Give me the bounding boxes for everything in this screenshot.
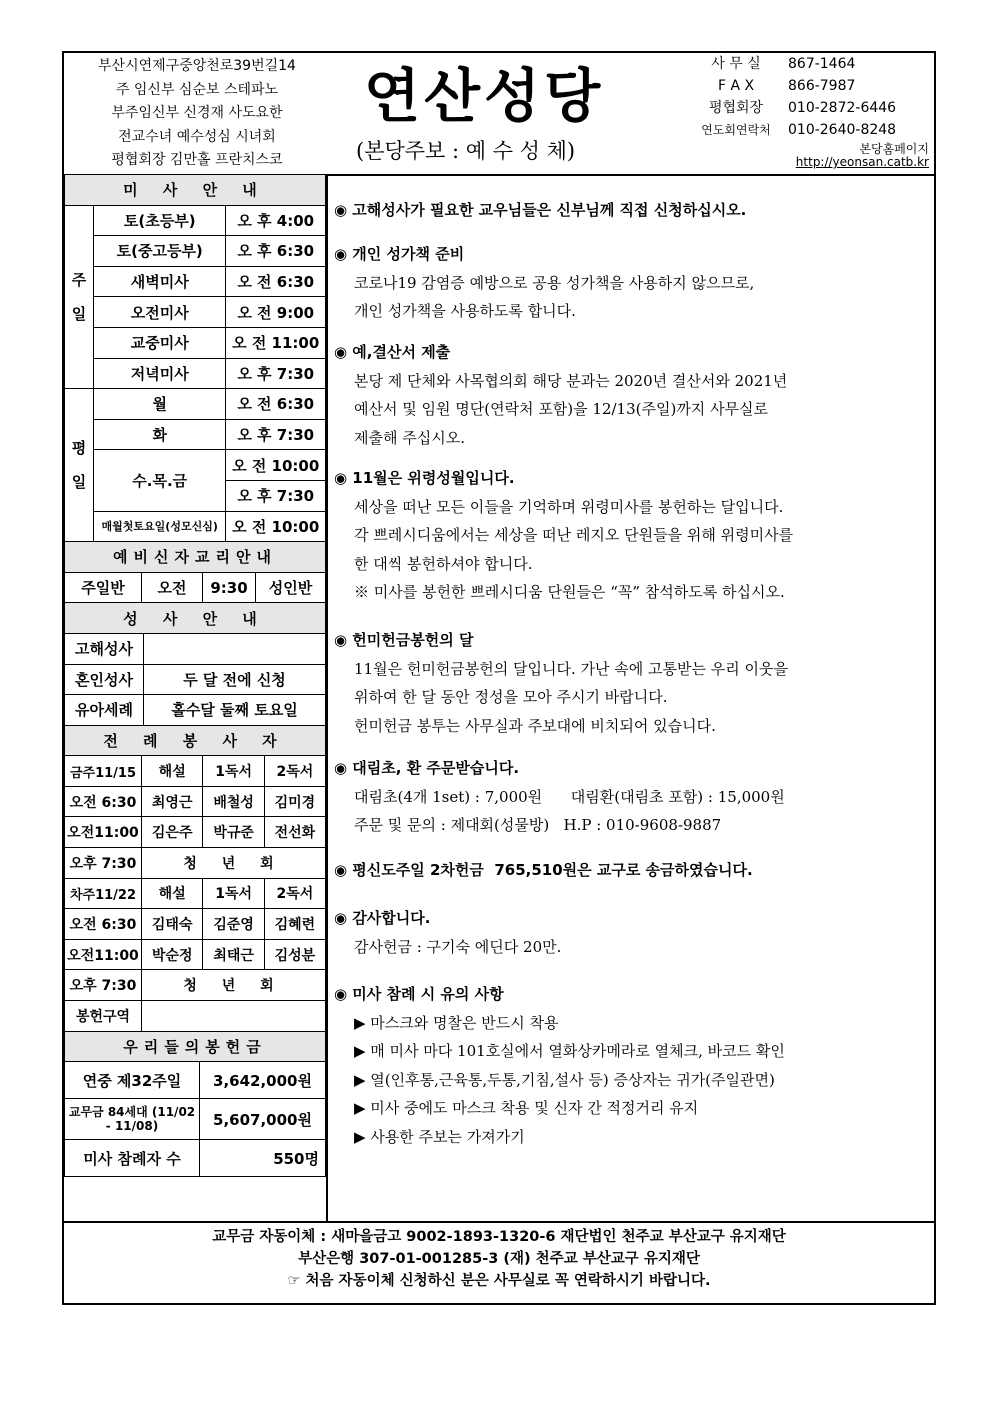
- pastor: 주 임신부 심순보 스테파노: [115, 81, 279, 98]
- server-person: 최영근: [142, 786, 203, 817]
- notice-heading: ◉ 감사합니다.: [334, 909, 431, 927]
- server-person: 김성분: [264, 939, 325, 970]
- server-time: 오전11:00: [65, 817, 142, 848]
- sunday-label: 주일: [65, 205, 94, 389]
- notice-souls-month: [334, 464, 793, 607]
- header: [64, 53, 934, 176]
- notice-line: 제출해 주십시오.: [354, 428, 465, 447]
- server-district-value: [142, 1001, 326, 1031]
- notice-heading: ◉ 고해성사가 필요한 교우님들은 신부님께 직접 신청하십시오.: [334, 201, 747, 219]
- parish-title: 연산성당: [364, 62, 605, 130]
- homepage-link[interactable]: http://yeonsan.catb.kr: [795, 155, 929, 169]
- server-person: 김은주: [142, 817, 203, 848]
- server-date: 차주11/22: [65, 878, 142, 909]
- mass-time: 오 후 7:30: [226, 358, 326, 389]
- notice-line: 감사헌금 : 구기숙 에딘다 20만.: [354, 937, 562, 956]
- notice-line: ▶ 열(인후통,근육통,두통,기침,설사 등) 증상자는 귀가(주일관면): [354, 1070, 775, 1089]
- server-person: 배철성: [203, 786, 264, 817]
- notice-mass-rules: [334, 980, 785, 1151]
- notice-line: ▶ 마스크와 명찰은 반드시 착용: [354, 1013, 559, 1032]
- footer-line: 부산은행 307-01-001285-3 (재) 천주교 부산교구 유지재단: [298, 1251, 700, 1267]
- server-person: 김혜련: [264, 909, 325, 940]
- contact-president: 평협회장 010-2872-6446: [708, 100, 897, 116]
- offering-name: 교무금 84세대 (11/02 - 11/08): [65, 1099, 200, 1140]
- homepage-label: 본당홈페이지: [859, 142, 929, 156]
- server-district-label: 봉헌구역: [65, 1001, 142, 1031]
- mass-name: 수.목.금: [94, 450, 226, 511]
- notice-line: 한 대씩 봉헌하셔야 합니다.: [354, 554, 533, 573]
- mass-name: 교중미사: [94, 327, 226, 358]
- notice-line: 위하여 한 달 동안 정성을 모아 주시기 바랍니다.: [354, 688, 668, 706]
- notice-advent: [334, 754, 785, 840]
- notice-line: 주문 및 문의 : 제대회(성물방) H.P : 010-9608-9887: [354, 816, 722, 834]
- mass-time: 오 후 7:30: [226, 480, 326, 511]
- catechumen-time: 9:30: [203, 573, 256, 603]
- server-group: 청 년 회: [142, 970, 326, 1001]
- server-time: 오전11:00: [65, 939, 142, 970]
- mass-time: 오 전 10:00: [226, 450, 326, 481]
- offering-name: 미사 참례자 수: [65, 1140, 200, 1177]
- bulletin-frame: [62, 51, 936, 1305]
- offering-title: 우리들의봉헌금: [65, 1031, 326, 1062]
- server-role: 2독서: [264, 756, 325, 786]
- contact-office: 사 무 실 867-1464: [711, 56, 856, 72]
- notice-confession: [334, 196, 746, 225]
- mass-name: 오전미사: [94, 297, 226, 328]
- server-role: 해설: [142, 878, 203, 909]
- contact-fax: F A X 866-7987: [717, 78, 856, 94]
- notice-heading: ◉ 평신도주일 2차헌금 765,510원은 교구로 송금하였습니다.: [334, 861, 753, 879]
- mass-title: 미 사 안 내: [65, 175, 326, 206]
- homepage: [719, 143, 929, 169]
- mass-time: 오 전 9:00: [226, 297, 326, 328]
- offering-name: 연중 제32주일: [65, 1062, 200, 1099]
- mass-time: 오 전 6:30: [226, 266, 326, 297]
- notice-line: 예산서 및 임원 명단(연락처 포함)을 12/13(주일)까지 사무실로: [354, 400, 769, 418]
- sacrament-value: 두 달 전에 신청: [144, 664, 326, 695]
- mass-schedule-table: [64, 174, 326, 1177]
- notice-laity-sunday: [334, 856, 753, 885]
- sacrament-title: 성 사 안 내: [65, 603, 326, 634]
- catechumen-table: [65, 573, 325, 603]
- mass-time: 오 전 11:00: [226, 327, 326, 358]
- notice-budget: [334, 338, 787, 452]
- notice-heading: ◉ 대림초, 환 주문받습니다.: [334, 759, 520, 777]
- weekday-label: 평일: [65, 389, 94, 542]
- offering-value: 550명: [200, 1140, 326, 1177]
- catechumen-title: 예비신자교리안내: [65, 542, 326, 573]
- mass-name: 새벽미사: [94, 266, 226, 297]
- notice-heading: ◉ 미사 참례 시 유의 사항: [334, 985, 504, 1003]
- notice-thanks: [334, 904, 561, 961]
- left-column: [64, 174, 328, 1221]
- mass-time: 오 전 10:00: [226, 511, 326, 542]
- footer-bank-info: [64, 1221, 934, 1303]
- sister: 전교수녀 예수성심 시녀회: [118, 128, 276, 145]
- notice-rice-offering: [334, 626, 788, 740]
- server-person: 김미경: [264, 786, 325, 817]
- server-time: 오전 6:30: [65, 786, 142, 817]
- bulletin-subtitle: (본당주보 : 예 수 성 체): [356, 139, 576, 163]
- sacrament-name: 고해성사: [65, 634, 144, 664]
- server-date: 금주11/15: [65, 756, 142, 786]
- notice-line: 개인 성가책을 사용하도록 합니다.: [354, 302, 576, 320]
- server-person: 전선화: [264, 817, 325, 848]
- notice-line: 세상을 떠난 모든 이들을 기억하며 위령미사를 봉헌하는 달입니다.: [354, 497, 784, 516]
- sacrament-value: [144, 634, 326, 664]
- catechumen-class: 주일반: [65, 573, 142, 603]
- mass-time: 오 후 6:30: [226, 236, 326, 267]
- notice-line: 대림초(4개 1set) : 7,000원 대림환(대림초 포함) : 15,000원: [354, 787, 785, 806]
- notice-line: 헌미헌금 봉투는 사무실과 주보대에 비치되어 있습니다.: [354, 716, 716, 735]
- mass-name: 매월첫토요일(성모신심): [94, 511, 226, 542]
- sacrament-name: 유아세례: [65, 695, 144, 725]
- mass-name: 화: [94, 419, 226, 450]
- address: 부산시연제구중앙천로39번길14: [98, 58, 296, 74]
- sacrament-name: 혼인성사: [65, 664, 144, 695]
- server-table: [65, 756, 325, 1030]
- sacrament-table: [65, 634, 325, 725]
- server-person: 김태숙: [142, 909, 203, 940]
- council-president: 평협회장 김만홀 프란치스코: [111, 152, 283, 168]
- server-role: 2독서: [264, 878, 325, 909]
- notice-line: 11월은 헌미헌금봉헌의 달입니다. 가난 속에 고통받는 우리 이웃을: [354, 659, 788, 678]
- contact-funeral: 연도회연락처 010-2640-8248: [701, 122, 897, 138]
- server-time: 오전 6:30: [65, 909, 142, 940]
- server-group: 청 년 회: [142, 848, 326, 879]
- server-role: 1독서: [203, 756, 264, 786]
- mass-name: 저녁미사: [94, 358, 226, 389]
- footer-line: ☞ 처음 자동이체 신청하신 분은 사무실로 꼭 연락하시기 바랍니다.: [287, 1273, 711, 1289]
- offering-value: 5,607,000원: [200, 1099, 326, 1140]
- notice-line: 본당 제 단체와 사목협의회 해당 분과는 2020년 결산서와 2021년: [354, 371, 788, 390]
- sacrament-value: 홀수달 둘째 토요일: [144, 695, 326, 725]
- server-person: 박순정: [142, 939, 203, 970]
- server-time: 오후 7:30: [65, 970, 142, 1001]
- assistant-pastor: 부주임신부 신경재 사도요한: [111, 105, 283, 121]
- mass-time: 오 후 7:30: [226, 419, 326, 450]
- server-title: 전 례 봉 사 자: [65, 725, 326, 756]
- notices-column: [328, 174, 934, 1221]
- notice-line: ▶ 미사 중에도 마스크 착용 및 신자 간 적정거리 유지: [354, 1099, 699, 1117]
- catechumen-target: 성인반: [256, 573, 326, 603]
- notice-line: ▶ 사용한 주보는 가져가기: [354, 1127, 525, 1146]
- mass-time: 오 후 4:00: [226, 205, 326, 236]
- notice-line: ※ 미사를 봉헌한 쁘레시디움 단원들은 “꼭” 참석하도록 하십시오.: [354, 583, 785, 601]
- notice-line: ▶ 매 미사 마다 101호실에서 열화상카메라로 열체크, 바코드 확인: [354, 1042, 785, 1060]
- notice-heading: ◉ 개인 성가책 준비: [334, 245, 465, 263]
- mass-time: 오 전 6:30: [226, 389, 326, 420]
- server-person: 박규준: [203, 817, 264, 848]
- clergy-info: [68, 55, 326, 173]
- offering-value: 3,642,000원: [200, 1062, 326, 1099]
- mass-name: 토(초등부): [94, 205, 226, 236]
- server-role: 해설: [142, 756, 203, 786]
- notice-heading: ◉ 예,결산서 제출: [334, 343, 451, 361]
- offering-table: [65, 1062, 325, 1176]
- server-person: 최태근: [203, 939, 264, 970]
- notice-line: 코로나19 감염증 예방으로 공용 성가책을 사용하지 않으므로,: [354, 273, 755, 292]
- notice-heading: ◉ 헌미헌금봉헌의 달: [334, 631, 474, 649]
- notice-heading: ◉ 11월은 위령성월입니다.: [334, 469, 515, 487]
- contact-list: [684, 53, 936, 141]
- notice-line: 각 쁘레시디움에서는 세상을 떠난 레지오 단원들을 위해 위령미사를: [354, 526, 794, 544]
- catechumen-period: 오전: [142, 573, 203, 603]
- notice-hymnal: [334, 240, 754, 326]
- server-person: 김준영: [203, 909, 264, 940]
- footer-line: 교무금 자동이체 : 새마을금고 9002-1893-1320-6 재단법인 천주교 부산교구 유지재단: [212, 1229, 786, 1245]
- mass-name: 토(중고등부): [94, 236, 226, 267]
- server-role: 1독서: [203, 878, 264, 909]
- server-time: 오후 7:30: [65, 848, 142, 879]
- mass-name: 월: [94, 389, 226, 420]
